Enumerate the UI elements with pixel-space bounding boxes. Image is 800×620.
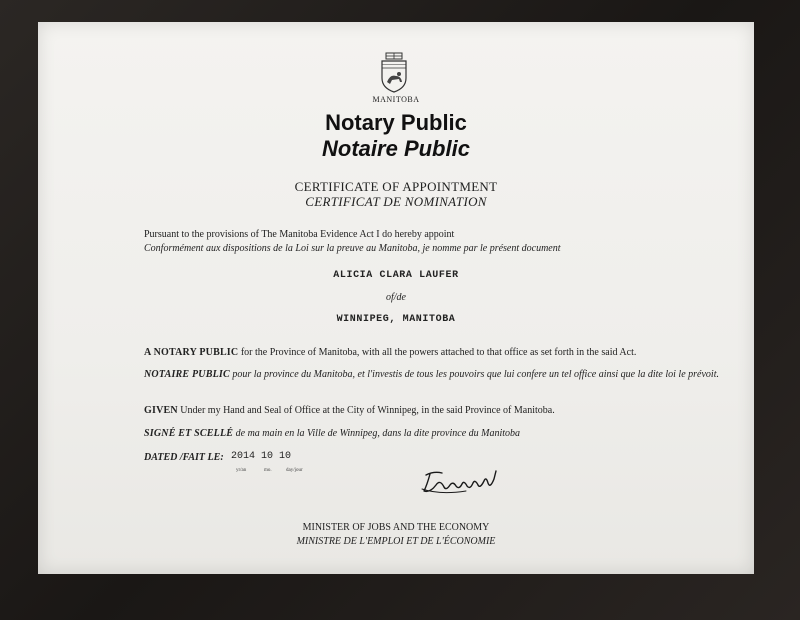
date-part-day: day/jour xyxy=(286,468,303,473)
title-french: Notaire Public xyxy=(322,136,470,161)
paragraph-given-french xyxy=(144,427,744,441)
paragraph-lead: GIVEN xyxy=(144,405,178,416)
of-de-label: of/de xyxy=(386,292,406,303)
appointee-name: ALICIA CLARA LAUFER xyxy=(333,270,459,281)
province-label: MANITOBA xyxy=(372,95,420,104)
paragraph-given-english xyxy=(144,404,744,418)
certificate-heading-french: CERTIFICAT DE NOMINATION xyxy=(305,194,487,209)
date-part-year: yr/an xyxy=(236,468,247,473)
date-part-month: mo. xyxy=(264,468,272,473)
minister-signature xyxy=(420,467,510,497)
paragraph-notary-french xyxy=(144,368,744,382)
certificate-heading-english: CERTIFICATE OF APPOINTMENT xyxy=(294,179,498,194)
paragraph-text: de ma main en la Ville de Winnipeg, dans la dite province du Manitoba xyxy=(233,428,521,439)
paragraph-notary-english xyxy=(144,346,744,360)
minister-title-english: MINISTER OF JOBS AND THE ECONOMY xyxy=(302,522,490,533)
dated-value: 2014 10 10 xyxy=(231,451,292,462)
paragraph-lead: A NOTARY PUBLIC xyxy=(144,347,239,358)
paragraph-text: pour la province du Manitoba, et l'investis de tous les pouvoirs que lui confere un tel office ainsi que la dite loi le prévoit. xyxy=(229,369,719,380)
paragraph-lead: SIGNÉ ET SCELLÉ xyxy=(144,428,234,439)
dated-label: DATED /FAIT LE: xyxy=(144,452,224,463)
intro-french: Conformément aux dispositions de la Loi sur la preuve au Manitoba, je nomme par le présent document xyxy=(144,243,561,254)
certificate-paper xyxy=(38,22,754,574)
paragraph-text: for the Province of Manitoba, with all the powers attached to that office as set forth in the said Act. xyxy=(238,347,637,358)
appointee-location: WINNIPEG, MANITOBA xyxy=(336,314,456,325)
paragraph-text: Under my Hand and Seal of Office at the City of Winnipeg, in the said Province of Manitoba. xyxy=(177,405,555,416)
paragraph-lead: NOTAIRE PUBLIC xyxy=(144,369,230,380)
intro-english: Pursuant to the provisions of The Manitoba Evidence Act I do hereby appoint xyxy=(144,229,455,240)
minister-title-french: MINISTRE DE L'EMPLOI ET DE L'ÉCONOMIE xyxy=(296,536,496,547)
title-english: Notary Public xyxy=(325,110,467,135)
manitoba-coat-of-arms-icon xyxy=(374,52,414,94)
